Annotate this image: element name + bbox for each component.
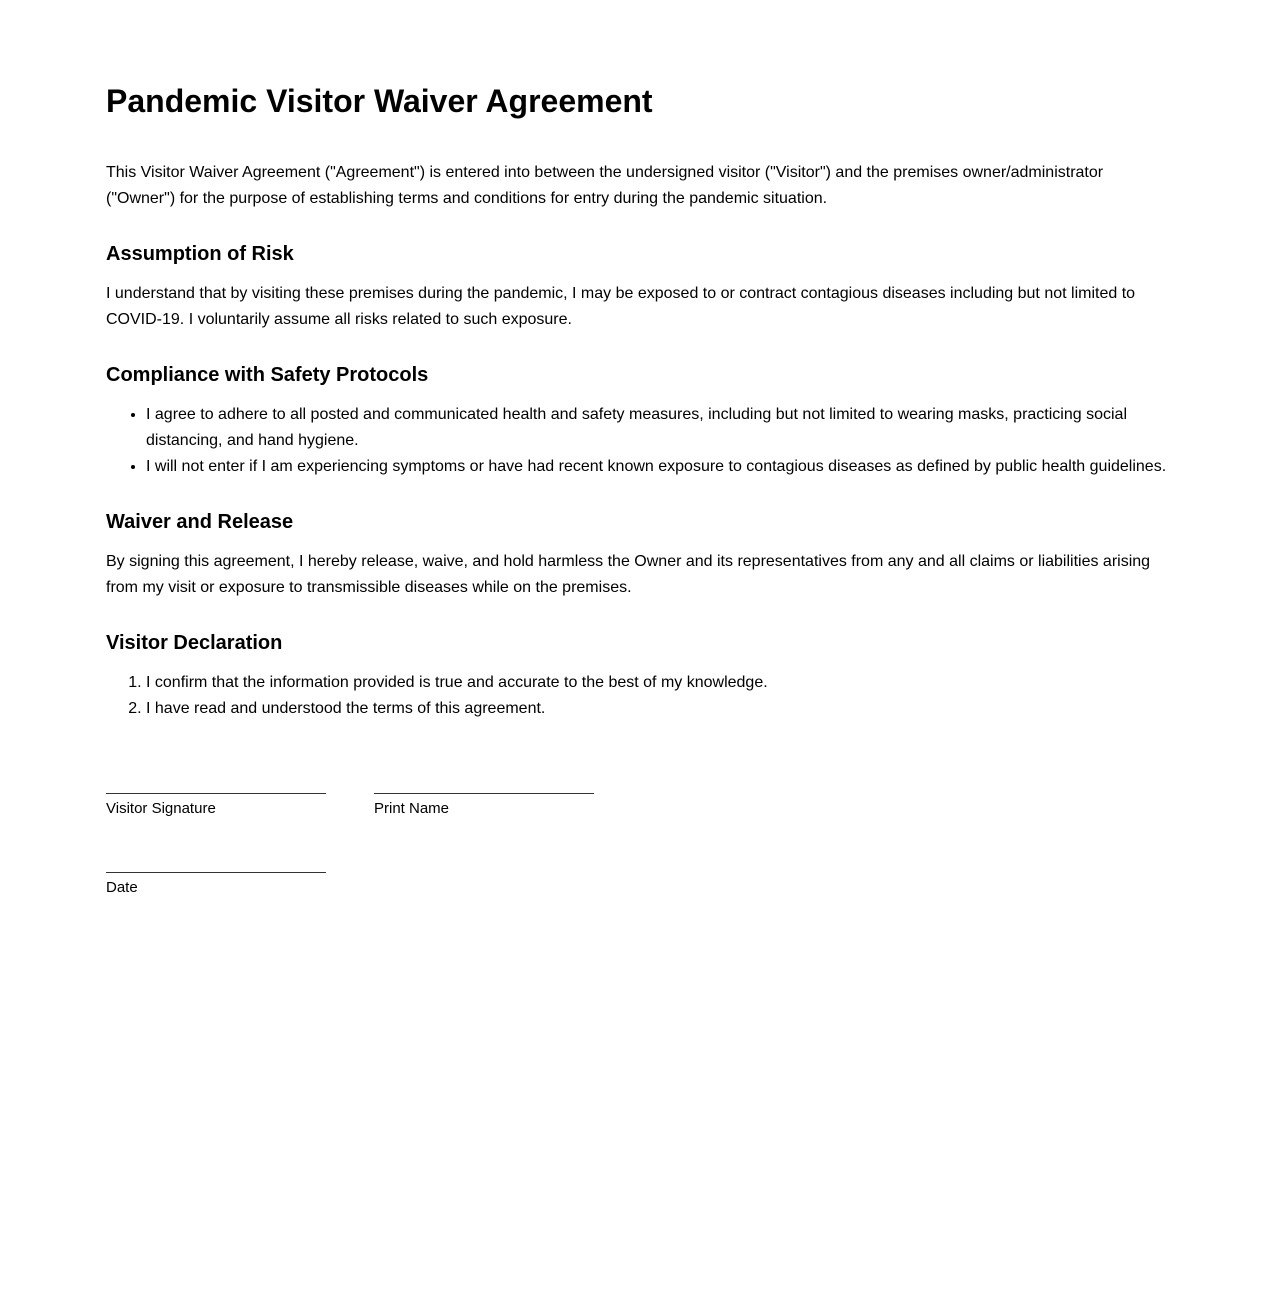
compliance-list [106,402,1172,480]
list-item: • I agree to adhere to all posted and communicated health and safety measures, including but not limited to wearing masks, practicing social distancing, and hand hygiene. [146,402,1172,454]
page-title: Pandemic Visitor Waiver Agreement [106,83,653,119]
waiver-and-release-text: By signing this agreement, I hereby release, waive, and hold harmless the Owner and its representatives from any and all claims or liabilities arising from my visit or exposure to transmissible diseases while on the premises. [106,553,1151,596]
section-heading-compliance: Compliance with Safety Protocols [106,364,429,386]
list-item: 2. I have read and understood the terms of this agreement. [146,696,1172,722]
section-heading-waiver-and-release: Waiver and Release [106,511,294,533]
print-name-label: Print Name [374,800,450,817]
section-heading-assumption-of-risk: Assumption of Risk [106,243,294,265]
list-item: • I will not enter if I am experiencing symptoms or have had recent known exposure to contagious diseases as defined by public health guidelines. [146,454,1172,480]
list-item: 1. I confirm that the information provided is true and accurate to the best of my knowledge. [146,670,1172,696]
visitor-signature-field[interactable] [106,793,326,818]
assumption-of-risk-text: I understand that by visiting these premises during the pandemic, I may be exposed to or contract contagious diseases including but not limited to COVID-19. I voluntarily assume all risks related to such exposure. [106,285,1136,328]
date-line[interactable] [106,872,326,873]
visitor-signature-label: Visitor Signature [106,800,216,817]
section-heading-visitor-declaration: Visitor Declaration [106,632,283,654]
intro-paragraph: This Visitor Waiver Agreement ("Agreement") is entered into between the undersigned visitor ("Visitor") and the premises owner/administrator ("Owner") for the purpose of establishing terms and conditions for entry during the pandemic situation. [106,164,1104,207]
date-label: Date [106,879,138,896]
signature-line[interactable] [106,793,326,794]
date-field[interactable] [106,872,326,897]
declaration-list [106,670,1172,722]
print-name-field[interactable] [374,793,594,818]
print-name-line[interactable] [374,793,594,794]
